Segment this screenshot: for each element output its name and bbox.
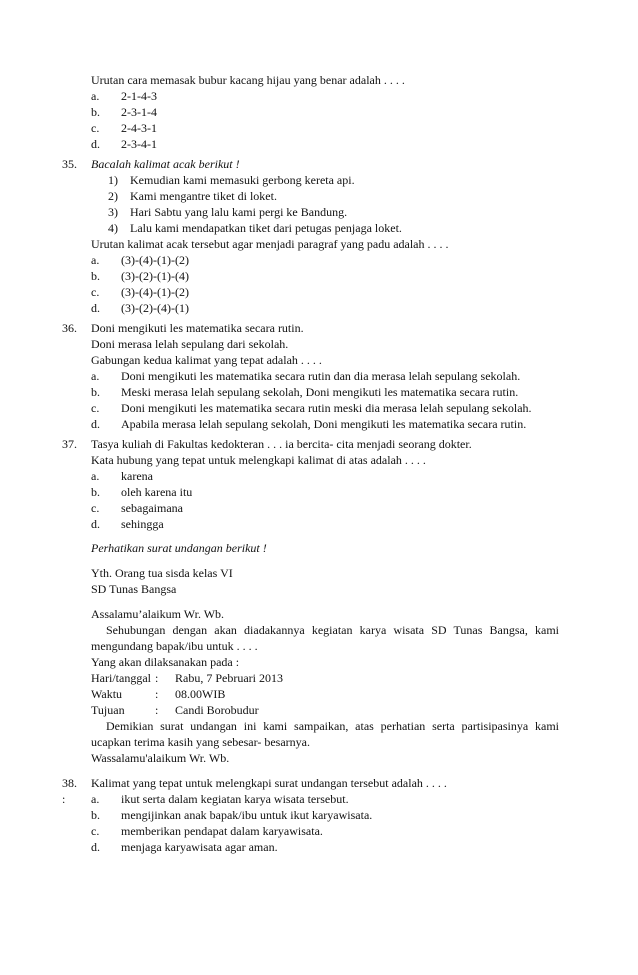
q35-sentence-2-number: 2) [108, 189, 118, 203]
letter-detail-time-sep: : [155, 687, 159, 701]
letter-recipient-line-2: SD Tunas Bangsa [91, 582, 177, 596]
q35-option-a-text: (3)-(4)-(1)-(2) [121, 253, 189, 267]
q35-heading: Bacalah kalimat acak berikut ! [91, 157, 240, 171]
q35-option-b-text: (3)-(2)-(1)-(4) [121, 269, 189, 283]
letter-detail-date-key: Hari/tanggal [91, 671, 151, 685]
letter-detail-destination-key: Tujuan [91, 703, 125, 717]
q38-option-b-text: mengijinkan anak bapak/ibu untuk ikut karyawisata. [121, 808, 373, 822]
q38-stem: Kalimat yang tepat untuk melengkapi surat undangan tersebut adalah . . . . [91, 776, 447, 790]
q34-option-a-text: 2-1-4-3 [121, 89, 157, 103]
letter-paragraph-1-line-2: mengundang bapak/ibu untuk . . . . [91, 639, 258, 653]
q37-option-d-text: sehingga [121, 517, 164, 531]
q36-option-d-text: Apabila merasa lelah sepulang sekolah, Doni mengikuti les matematika secara rutin. [121, 417, 527, 431]
q36-stem: Gabungan kedua kalimat yang tepat adalah . . . . [91, 353, 322, 367]
q35-sentence-3-text: Hari Sabtu yang lalu kami pergi ke Bandung. [130, 205, 348, 219]
letter-detail-date-value: Rabu, 7 Pebruari 2013 [175, 671, 283, 685]
q35-sentence-4-text: Lalu kami mendapatkan tiket dari petugas penjaga loket. [130, 221, 402, 235]
letter-detail-date-sep: : [155, 671, 159, 685]
q35-option-c-text: (3)-(4)-(1)-(2) [121, 285, 189, 299]
q36-number: 36. [62, 321, 77, 335]
q38-option-a-text: ikut serta dalam kegiatan karya wisata tersebut. [121, 792, 349, 806]
q35-option-a-letter: a. [91, 253, 100, 267]
q37-stem: Kata hubung yang tepat untuk melengkapi kalimat di atas adalah . . . . [91, 453, 426, 467]
letter-closing: Wassalamu'alaikum Wr. Wb. [91, 751, 230, 765]
q38-option-a-letter: a. [91, 792, 100, 806]
q35-sentence-3-number: 3) [108, 205, 118, 219]
q36-option-d-letter: d. [91, 417, 100, 431]
q37-option-d-letter: d. [91, 517, 100, 531]
q35-option-d-text: (3)-(2)-(4)-(1) [121, 301, 189, 315]
q37-option-a-letter: a. [91, 469, 100, 483]
q37-number: 37. [62, 437, 77, 451]
q34-option-b-letter: b. [91, 105, 100, 119]
q35-sentence-1-text: Kemudian kami memasuki gerbong kereta api. [130, 173, 355, 187]
letter-paragraph-2-line-2: ucapkan terima kasih yang sebesar- besarnya. [91, 735, 310, 749]
q38-number: 38. [62, 776, 77, 790]
q36-option-c-text: Doni mengikuti les matematika secara rutin meski dia merasa lelah sepulang sekolah. [121, 401, 532, 415]
q36-option-b-letter: b. [91, 385, 100, 399]
q35-sentence-4-number: 4) [108, 221, 118, 235]
q38-option-c-letter: c. [91, 824, 100, 838]
q37-option-a-text: karena [121, 469, 153, 483]
letter-detail-destination-sep: : [155, 703, 159, 717]
q38-option-c-text: memberikan pendapat dalam karyawisata. [121, 824, 323, 838]
q37-option-c-text: sebagaimana [121, 501, 183, 515]
q38-mark: : [62, 792, 66, 806]
q35-option-b-letter: b. [91, 269, 100, 283]
q35-sentence-1-number: 1) [108, 173, 118, 187]
q35-sentence-2-text: Kami mengantre tiket di loket. [130, 189, 277, 203]
q36-line-2: Doni merasa lelah sepulang dari sekolah. [91, 337, 289, 351]
q34-option-a-letter: a. [91, 89, 100, 103]
letter-detail-time-value: 08.00WIB [175, 687, 226, 701]
q36-line-1: Doni mengikuti les matematika secara rutin. [91, 321, 304, 335]
q36-option-a-letter: a. [91, 369, 100, 383]
letter-detail-destination-value: Candi Borobudur [175, 703, 259, 717]
q37-option-b-text: oleh karena itu [121, 485, 193, 499]
q34-option-d-text: 2-3-4-1 [121, 137, 157, 151]
letter-paragraph-1-line-1: Sehubungan dengan akan diadakannya kegiatan karya wisata SD Tunas Bangsa, kami [106, 623, 559, 637]
letter-greeting: Assalamu’alaikum Wr. Wb. [91, 607, 225, 621]
letter-detail-time-key: Waktu [91, 687, 123, 701]
q34-option-c-letter: c. [91, 121, 100, 135]
q34-option-d-letter: d. [91, 137, 100, 151]
q35-number: 35. [62, 157, 77, 171]
q38-option-b-letter: b. [91, 808, 100, 822]
letter-instruction: Perhatikan surat undangan berikut ! [91, 541, 267, 555]
q34-option-b-text: 2-3-1-4 [121, 105, 157, 119]
q36-option-a-text: Doni mengikuti les matematika secara rutin dan dia merasa lelah sepulang sekolah. [121, 369, 521, 383]
q37-option-b-letter: b. [91, 485, 100, 499]
letter-paragraph-1-line-3: Yang akan dilaksanakan pada : [91, 655, 240, 669]
q37-option-c-letter: c. [91, 501, 100, 515]
q38-option-d-letter: d. [91, 840, 100, 854]
letter-paragraph-2-line-1: Demikian surat undangan ini kami sampaikan, atas perhatian serta partisipasinya kami [106, 719, 559, 733]
q36-option-c-letter: c. [91, 401, 100, 415]
q34-option-c-text: 2-4-3-1 [121, 121, 157, 135]
q36-option-b-text: Meski merasa lelah sepulang sekolah, Doni mengikuti les matematika secara rutin. [121, 385, 519, 399]
q34-stem: Urutan cara memasak bubur kacang hijau yang benar adalah . . . . [91, 73, 405, 87]
letter-recipient-line-1: Yth. Orang tua sisda kelas VI [91, 566, 233, 580]
q35-stem: Urutan kalimat acak tersebut agar menjadi paragraf yang padu adalah . . . . [91, 237, 449, 251]
q37-line-1: Tasya kuliah di Fakultas kedokteran . . . ia bercita- cita menjadi seorang dokter. [91, 437, 472, 451]
q35-option-c-letter: c. [91, 285, 100, 299]
q38-option-d-text: menjaga karyawisata agar aman. [121, 840, 278, 854]
q35-option-d-letter: d. [91, 301, 100, 315]
